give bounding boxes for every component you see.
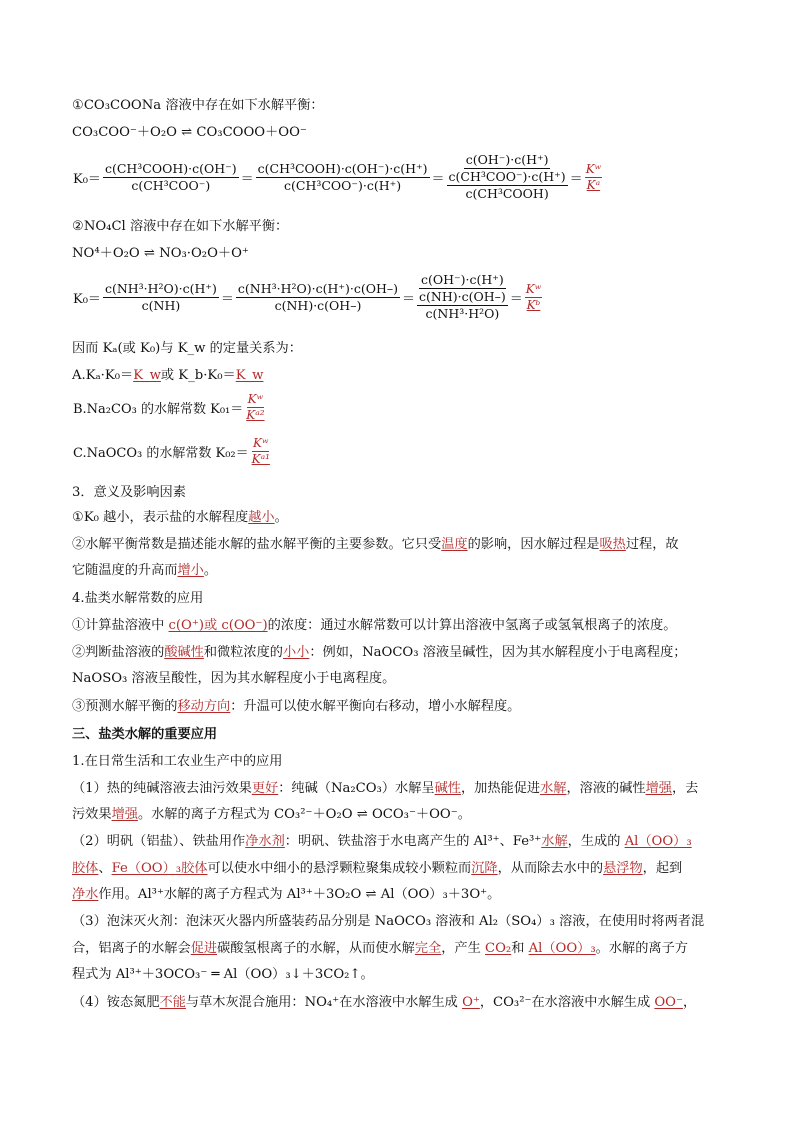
answer-blank: 更好 [251, 781, 279, 796]
text: （1）热的纯碱溶液去油污效果 [72, 781, 252, 796]
answer-kw-over-ka2 [245, 392, 265, 423]
numerator: c(CH³COOH)·c(OH⁻) [104, 160, 237, 176]
para-q2 [72, 644, 686, 662]
text: 和 [511, 941, 529, 956]
text: 。 [203, 563, 218, 578]
denominator: Kᵃ² [246, 408, 265, 422]
para-r3-cont2: 程式为 Al³⁺＋3OCO₃⁻ ═ Al（OO）₃↓＋3CO₂↑。 [72, 967, 374, 982]
text: 的浓度：通过水解常数可以计算出溶液中氢离子或氢氧根离子的浓度。 [267, 618, 677, 633]
answer-blank: 碱性 [434, 781, 461, 796]
answer-blank: K_w [133, 368, 161, 383]
text: 。 [274, 510, 288, 525]
para-r1-cont [72, 806, 471, 824]
text: B.Na₂CO₃ 的水解常数 K₀₁＝ [73, 402, 244, 417]
answer-blank: 不能 [159, 995, 186, 1010]
text: ：例如，NaOCO₃ 溶液呈碱性，因为其水解程度小于电离程度； [309, 645, 687, 660]
numerator: Kʷ [525, 281, 542, 296]
text: 和微粒浓度的 [203, 645, 283, 660]
text: 的影响，因水解过程是 [467, 537, 600, 552]
text: ，从而除去水中的 [497, 861, 604, 876]
numerator-denominator: c(CH³COO⁻)·c(H⁺) [448, 169, 566, 184]
denominator: c(CH³COO⁻)·c(H⁺) [284, 177, 402, 193]
para-p2 [72, 536, 679, 554]
text: 。水解的离子方程式为 CO₃²⁻＋O₂O ⇌ OCO₃⁻＋OO⁻。 [137, 807, 471, 822]
text: ：纯碱（Na₂CO₃）水解呈 [278, 781, 435, 796]
answer-blank: 胶体 [72, 861, 99, 876]
para-r0: 1.在日常生活和工农业生产中的应用 [72, 754, 283, 769]
text: ，起到 [642, 861, 683, 876]
text: ③预测水解平衡的 [72, 699, 178, 714]
denominator: Kᵃ [586, 177, 601, 192]
answer-blank: 越小 [248, 510, 275, 525]
equals-sign: ＝ [220, 291, 234, 307]
numerator: Kʷ [585, 161, 602, 176]
denominator: c(NH)·c(OH–) [274, 297, 362, 313]
section-three-heading: 三、盐类水解的重要应用 [72, 727, 218, 742]
numerator: c(OH⁻)·c(H⁺) [465, 152, 549, 167]
section-3-heading: 3．意义及影响因素 [72, 485, 186, 500]
answer-blank: CO₂ [485, 941, 512, 956]
equals-sign: ＝ [402, 291, 416, 307]
section-4-heading: 4.盐类水解常数的应用 [72, 591, 204, 606]
equation-ammonium-hydrolysis: NO⁴＋O₂O ⇌ NO₃·O₂O＋O⁺ [72, 246, 249, 261]
answer-blank: c(O⁺)或 c(OO⁻) [168, 618, 268, 633]
text: ②判断盐溶液的 [72, 645, 165, 660]
answer-blank: 增强 [111, 807, 138, 822]
text: 、 [98, 861, 112, 876]
text: C.NaOCO₃ 的水解常数 K₀₂＝ [73, 446, 249, 461]
answer-blank: Al（OO）₃ [528, 941, 596, 956]
item-a [72, 367, 263, 385]
para-ch3coona-intro: ①CO₃COONa 溶液中存在如下水解平衡： [72, 98, 324, 113]
answer-blank: 沉降 [471, 861, 498, 876]
answer-blank: 酸碱性 [164, 645, 204, 660]
para-q3 [72, 698, 520, 716]
answer-blank: 吸热 [599, 537, 626, 552]
text: ，去 [671, 781, 699, 796]
text: ，生成的 [567, 834, 625, 849]
item-b [72, 392, 267, 423]
text: ， [682, 995, 697, 1010]
denominator: c(NH) [141, 297, 181, 313]
numerator-denominator: c(NH)·c(OH–) [419, 289, 506, 304]
fraction-3 [447, 152, 568, 202]
para-q2-cont: NaOSO₃ 溶液呈酸性，因为其水解程度小于电离程度。 [72, 671, 396, 686]
text: 可以使水中细小的悬浮颗粒聚集成较小颗粒而 [207, 861, 472, 876]
equals-sign: ＝ [240, 171, 254, 187]
equation-acetate-hydrolysis: CO₃COO⁻＋O₂O ⇌ CO₃COOO＋OO⁻ [72, 125, 307, 140]
para-r2-cont [72, 860, 682, 878]
para-p2-cont [72, 562, 217, 580]
denominator: c(CH³COO⁻) [131, 177, 211, 193]
answer-blank: O⁺ [462, 995, 480, 1010]
denominator: Kᵇ [526, 297, 541, 312]
para-p1 [72, 509, 288, 527]
text: 作用。Al³⁺水解的离子方程式为 Al³⁺＋3O₂O ⇌ Al（OO）₃＋3O⁺。 [98, 887, 501, 902]
text: A.Kₐ·K₀＝ [72, 368, 134, 383]
text: 污效果 [72, 807, 112, 822]
text: 过程，故 [625, 537, 679, 552]
equals-sign: ＝ [431, 171, 445, 187]
formula-kh-ammonium [72, 272, 543, 322]
formula-lhs: K₀＝ [73, 171, 101, 187]
text: ，产生 [441, 941, 486, 956]
text: （2）明矾（铝盐）、铁盐用作 [72, 834, 246, 849]
text: 它随温度的升高而 [72, 563, 178, 578]
answer-blank: Al（OO）₃ [624, 834, 692, 849]
para-r3-cont [72, 940, 688, 958]
equals-sign: ＝ [569, 171, 583, 187]
fraction-2 [256, 161, 430, 194]
para-r3: （3）泡沫灭火剂：泡沫灭火器内所盛装药品分别是 NaOCO₃ 溶液和 Al₂（SO₄）₃ 溶液，在使用时将两者混 [72, 914, 705, 929]
text: 合，铝离子的水解会 [72, 941, 191, 956]
numerator: c(CH³COOH)·c(OH⁻)·c(H⁺) [257, 160, 428, 176]
text: （4）铵态氮肥 [72, 995, 160, 1010]
para-relation-intro: 因而 Kₐ(或 K₀)与 K_w 的定量关系为： [72, 341, 302, 356]
text: ，CO₃²⁻在水溶液中水解生成 [479, 995, 655, 1010]
formula-kh-acetate [72, 152, 603, 202]
numerator: c(OH⁻)·c(H⁺) [421, 272, 504, 287]
text: ，溶液的碱性 [566, 781, 646, 796]
fraction-2 [236, 281, 400, 314]
text: 或 K_b·K₀＝ [160, 368, 236, 383]
answer-blank: 水解 [540, 781, 567, 796]
text: ②水解平衡常数是描述能水解的盐水解平衡的主要参数。它只受 [72, 537, 442, 552]
answer-blank: Fe（OO）₃胶体 [111, 861, 208, 876]
answer-kw-over-ka [585, 162, 602, 193]
answer-blank: K_w [235, 368, 264, 383]
para-q1 [72, 617, 676, 635]
answer-blank: 完全 [414, 941, 442, 956]
numerator: c(NH³·H²O)·c(H⁺)·c(OH–) [237, 280, 399, 296]
item-c [72, 436, 272, 467]
answer-blank: 促进 [190, 941, 218, 956]
answer-blank: 增小 [177, 563, 204, 578]
answer-blank: 温度 [441, 537, 468, 552]
formula-lhs: K₀＝ [73, 291, 101, 307]
answer-blank: 净水剂 [245, 834, 285, 849]
denominator: c(CH³COOH) [465, 186, 549, 201]
para-r2 [72, 833, 692, 851]
fraction-3 [417, 272, 508, 322]
equals-sign: ＝ [509, 291, 523, 307]
answer-kw-over-kb [525, 282, 542, 313]
answer-blank: 悬浮物 [603, 861, 643, 876]
text: ①计算盐溶液中 [72, 618, 169, 633]
answer-blank: 小小 [283, 645, 310, 660]
denominator: Kᵃ¹ [251, 452, 270, 466]
denominator: c(NH³·H²O) [425, 306, 500, 321]
numerator: c(NH³·H²O)·c(H⁺) [104, 280, 217, 296]
fraction-1 [103, 281, 219, 314]
answer-blank: OO⁻ [654, 995, 683, 1010]
text: ：升温可以使水解平衡向右移动，增小水解程度。 [230, 699, 521, 714]
numerator: Kʷ [247, 392, 264, 406]
para-r1 [72, 780, 698, 798]
para-r4 [72, 994, 696, 1012]
answer-blank: 增强 [645, 781, 672, 796]
text: 碳酸氢根离子的水解，从而使水解 [217, 941, 415, 956]
text: ①K₀ 越小，表示盐的水解程度 [72, 510, 249, 525]
answer-kw-over-ka1 [251, 436, 271, 467]
para-nh4cl-intro: ②NO₄Cl 溶液中存在如下水解平衡： [72, 219, 289, 234]
para-r2-cont2 [72, 886, 500, 904]
answer-blank: 净水 [72, 887, 99, 902]
answer-blank: 移动方向 [177, 699, 231, 714]
fraction-1 [103, 161, 239, 194]
text: ，加热能促进 [460, 781, 541, 796]
text: 与草木灰混合施用：NO₄⁺在水溶液中水解生成 [185, 995, 463, 1010]
answer-blank: 水解 [541, 834, 568, 849]
numerator: Kʷ [253, 436, 269, 450]
text: ：明矾、铁盐溶于水电离产生的 Al³⁺、Fe³⁺ [284, 834, 542, 849]
text: 。水解的离子方 [595, 941, 688, 956]
